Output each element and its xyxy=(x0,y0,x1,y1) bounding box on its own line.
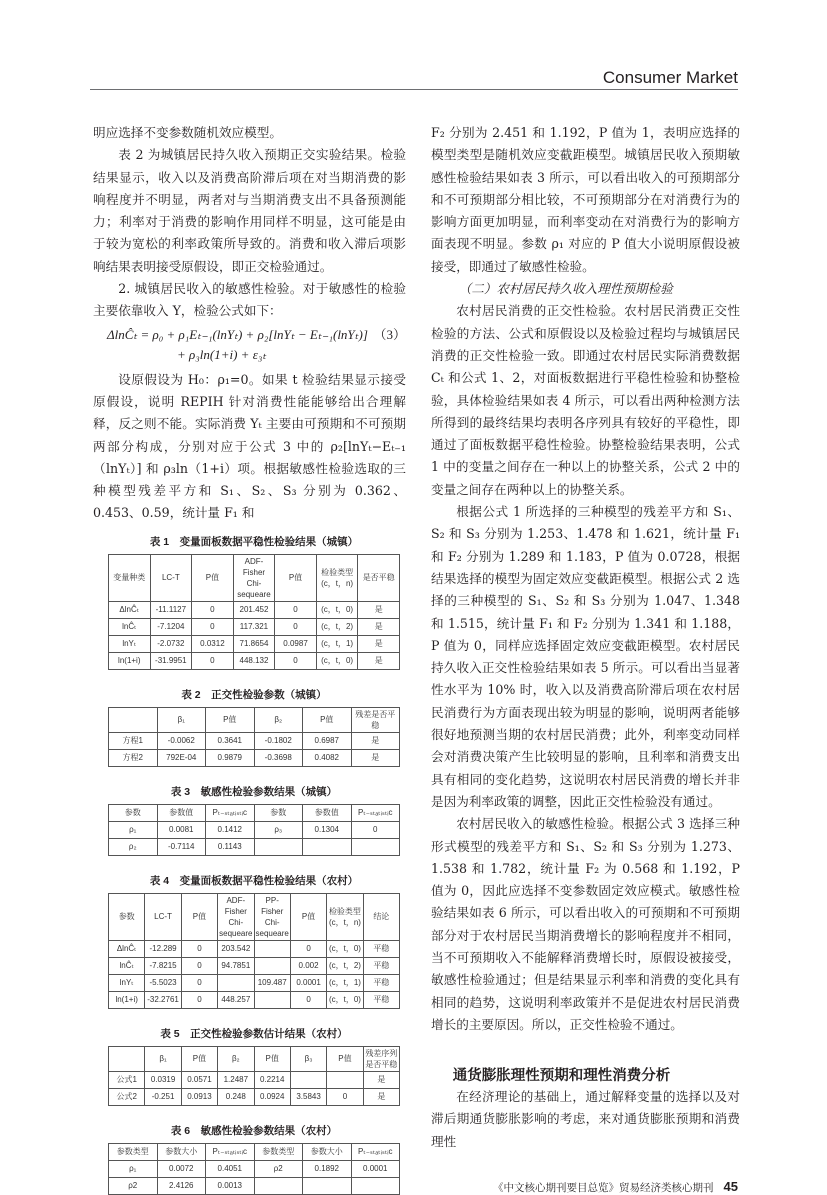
journal-footer: 《中文核心期刊要目总览》贸易经济类核心期刊 xyxy=(493,1182,714,1195)
table-cell: 0.0001 xyxy=(290,974,326,991)
table-cell: 1.2487 xyxy=(218,1071,254,1088)
table-caption: 表 6 敏感性检验参数结果（农村） xyxy=(170,1124,338,1137)
table-cell: 是 xyxy=(351,732,400,749)
table-row xyxy=(109,838,400,855)
page-number: 45 xyxy=(723,1179,738,1195)
column-header: ADF-Fisher Chi-sequeare xyxy=(233,554,275,601)
column-header: β₂ xyxy=(254,707,303,732)
equation-3 xyxy=(93,325,406,365)
paragraph: 农村居民消费的正交性检验。农村居民消费正交性检验的方法、公式和原假设以及检验过程均与城镇居民消费的正交性检验一致。即通过农村居民实际消费数据 Cₜ 和公式 1、2，对面板数据进行平稳性检验和协整检验，具体检验结果如表 4 所示，可以看出两种检测方法所得到的最终结果均表明各序列具有较好的平稳性，即通过了面板数据平稳性检验。协整检验结果表明，公式 1 中的变量之间存在一种以上的协整关系，公式 2 中的变量之间存在两种以上的协整关系。 xyxy=(431,303,740,497)
table-cell: 公式2 xyxy=(109,1088,145,1105)
table-row xyxy=(109,957,400,974)
table-cell: 0.1304 xyxy=(303,821,352,838)
table-cell: (c，t，1) xyxy=(327,974,363,991)
column-header: LC-T xyxy=(145,893,181,940)
table-row xyxy=(109,732,400,749)
table-cell: 平稳 xyxy=(363,991,399,1008)
equation-number: （3） xyxy=(373,326,406,342)
table-cell: -0.251 xyxy=(145,1088,181,1105)
column-header: Pₜ₋ₛₜₐₜᵢₛₜᵢc xyxy=(206,804,255,821)
table-cell xyxy=(218,974,254,991)
column-header: 检验类型 (c，t，n) xyxy=(327,893,363,940)
table-cell: 是 xyxy=(363,1088,399,1105)
table-cell: 0 xyxy=(192,601,234,618)
table-cell: 是 xyxy=(358,618,400,635)
table-cell: 0.0013 xyxy=(206,1177,255,1194)
table-row xyxy=(109,821,400,838)
table-cell: ln(1+i) xyxy=(109,991,145,1008)
column-header: P值 xyxy=(254,1046,290,1071)
table-cell: 0 xyxy=(275,618,317,635)
table-cell: 0.6987 xyxy=(303,732,352,749)
table-cell: 0.1892 xyxy=(303,1160,352,1177)
table-cell: lnĈₜ xyxy=(109,957,145,974)
table-cell: 平稳 xyxy=(363,957,399,974)
table-cell: 0.0001 xyxy=(351,1160,400,1177)
column-header: LC-T xyxy=(150,554,192,601)
column-header: 参数 xyxy=(109,804,158,821)
table-cell xyxy=(254,940,290,957)
column-header: P值 xyxy=(275,554,317,601)
table-cell: 0.0924 xyxy=(254,1088,290,1105)
table-row xyxy=(109,974,400,991)
table-cell: 0 xyxy=(192,652,234,669)
table-cell: 方程1 xyxy=(109,732,158,749)
column-header: 参数 xyxy=(254,804,303,821)
table-cell: 0.0081 xyxy=(157,821,206,838)
column-header: 是否平稳 xyxy=(358,554,400,601)
table-cell: 0.0913 xyxy=(181,1088,217,1105)
column-header: P值 xyxy=(206,707,255,732)
table-cell: 0.002 xyxy=(290,957,326,974)
equation-line: ΔlnĈₜ = ρ₀ + ρ₁Eₜ₋₁(lnYₜ) + ρ₂[lnYₜ − Eₜ₋₁(lnYₜ)] xyxy=(107,326,368,342)
column-header: Pₜ₋ₛₜₐₜᵢₛₜᵢc xyxy=(351,1143,400,1160)
table-cell: 792E-04 xyxy=(157,749,206,766)
data-table xyxy=(108,1143,400,1195)
tables-area xyxy=(108,535,400,1195)
table-row xyxy=(109,749,400,766)
table-cell xyxy=(327,1071,363,1088)
table-cell xyxy=(303,838,352,855)
table-cell: (c，t，0) xyxy=(327,991,363,1008)
table-cell: -0.0062 xyxy=(157,732,206,749)
table-cell: -0.1802 xyxy=(254,732,303,749)
table-cell: (c，t，1) xyxy=(316,635,358,652)
data-table xyxy=(108,1046,400,1106)
table-cell: (c，t，2) xyxy=(316,618,358,635)
table-cell: 0.1412 xyxy=(206,821,255,838)
column-header: PP-Fisher Chi-sequeare xyxy=(254,893,290,940)
table-row xyxy=(109,601,400,618)
table-header-row xyxy=(109,554,400,601)
table-row xyxy=(109,652,400,669)
column-header: 参数 xyxy=(109,893,145,940)
table-cell: -11.1127 xyxy=(150,601,192,618)
table-cell: 94.7851 xyxy=(218,957,254,974)
table-cell: -7.8215 xyxy=(145,957,181,974)
table-cell: 0 xyxy=(275,601,317,618)
left-column xyxy=(93,122,406,1195)
data-table xyxy=(108,893,400,1009)
table-cell: 0.9879 xyxy=(206,749,255,766)
table-cell: 0.2214 xyxy=(254,1071,290,1088)
page-footer xyxy=(431,1179,740,1195)
table-cell: (c，t，0) xyxy=(327,940,363,957)
table-cell: ΔlnĈₜ xyxy=(109,601,151,618)
column-header: P值 xyxy=(181,893,217,940)
table-row xyxy=(109,1071,400,1088)
table-caption: 表 1 变量面板数据平稳性检验结果（城镇） xyxy=(149,535,359,548)
paragraph: 在经济理论的基础上，通过解释变量的选择以及对滞后期通货膨胀影响的考虑，来对通货膨胀预期和消费理性 xyxy=(431,1089,740,1149)
table-cell: 平稳 xyxy=(363,974,399,991)
paragraph: 明应选择不变参数随机效应模型。 xyxy=(93,125,282,140)
column-header: 残差是否平稳 xyxy=(351,707,400,732)
column-header: β₃ xyxy=(290,1046,326,1071)
column-header: ADF-Fisher Chi-sequeare xyxy=(218,893,254,940)
table-cell: ρ2 xyxy=(254,1160,303,1177)
table-cell xyxy=(254,1177,303,1194)
table-cell: 117.321 xyxy=(233,618,275,635)
table-header-row xyxy=(109,804,400,821)
table-cell: 0 xyxy=(290,940,326,957)
column-header: 参数值 xyxy=(303,804,352,821)
table-cell: (c，t，0) xyxy=(316,601,358,618)
table-cell: 0 xyxy=(181,940,217,957)
column-header xyxy=(109,1046,145,1071)
table-cell: 0 xyxy=(290,991,326,1008)
table-cell: ρ₃ xyxy=(254,821,303,838)
column-header: 结论 xyxy=(363,893,399,940)
table-cell xyxy=(290,1071,326,1088)
subsection-heading: （二）农村居民持久收入理性预期检验 xyxy=(458,281,673,297)
column-header: P值 xyxy=(181,1046,217,1071)
column-header: 残差序列是否平稳 xyxy=(363,1046,399,1071)
table-cell: 3.5843 xyxy=(290,1088,326,1105)
table-cell: 201.452 xyxy=(233,601,275,618)
column-header xyxy=(109,707,158,732)
table-cell: 0 xyxy=(327,1088,363,1105)
table-cell: -0.7114 xyxy=(157,838,206,855)
table-cell: lnYₜ xyxy=(109,635,151,652)
table-caption: 表 5 正交性检验参数估计结果（农村） xyxy=(160,1027,348,1040)
table-cell: 0.3641 xyxy=(206,732,255,749)
table-cell: ρ₁ xyxy=(109,1160,158,1177)
table-cell: 0.4082 xyxy=(303,749,352,766)
paragraph: 根据公式 1 所选择的三种模型的残差平方和 S₁、S₂ 和 S₃ 分别为 1.253、1.478 和 1.621，统计量 F₁ 和 F₂ 分别为 1.289 和 1.183，P 值为 0.0728，根据结果选择的模型为固定效应变截距模型。根据公式 2 选择的三种模型的 S₁、S₂ 和 S₃ 分别为 1.047、1.348 和 1.515，统计量 F₁ 和 F₂ 分别为 1.341 和 1.188，P 值为 0，同样应选择固定效应变截距模型。农村居民持久收入正交性检验结果如表 5 所示。可以看出当显著性水平为 10% 时，收入以及消费高阶滞后项在农村居民消费行为方面表现出较为明显的影响，说明两者能够很好地预测当期的农村居民消费；此外，利率变动同样会对消费决策产生比较明显的影响，且利率和消费支出具有相同的变化趋势，这说明农村居民消费的增长并非是因为利率政策的调整，因此正交性检验没有通过。 xyxy=(431,504,740,809)
table-cell: 0 xyxy=(192,618,234,635)
table-cell: ΔlnĈₜ xyxy=(109,940,145,957)
table-header-row xyxy=(109,893,400,940)
table-cell xyxy=(254,991,290,1008)
table-cell xyxy=(303,1177,352,1194)
table-cell: 71.8654 xyxy=(233,635,275,652)
paragraph: 农村居民收入的敏感性检验。根据公式 3 选择三种形式模型的残差平方和 S₁、S₂ 和 S₃ 分别为 1.273、1.538 和 1.782，统计量 F₂ 为 0.568 和 1.192，P 值为 0，因此应选择不变参数固定效应模式。敏感性检验结果如表 6 所示，可以看出收入的可预期和不可预期部分对于农村居民当期消费增长的影响程度并不相同，当不可预期收入不能解释消费增长时，原假设被接受，敏感性检验通过；但是结果显示利率和消费的变化具有相同的趋势，这说明利率政策并不是促进农村居民消费增长的主要原因。所以，正交性检验不通过。 xyxy=(431,816,740,1032)
section-title: Consumer Market xyxy=(602,68,738,87)
table-cell: 109.487 xyxy=(254,974,290,991)
table-caption: 表 3 敏感性检验参数结果（城镇） xyxy=(170,785,338,798)
table-cell: 0.248 xyxy=(218,1088,254,1105)
table-cell: 0.0072 xyxy=(157,1160,206,1177)
table-cell: 203.542 xyxy=(218,940,254,957)
table-cell xyxy=(254,957,290,974)
table-row xyxy=(109,1088,400,1105)
table-cell: 公式1 xyxy=(109,1071,145,1088)
table-cell: -7.1204 xyxy=(150,618,192,635)
table-caption: 表 2 正交性检验参数（城镇） xyxy=(181,688,327,701)
paragraph: 设原假设为 H₀：ρ₁=0。如果 t 检验结果显示接受原假设，说明 REPIH 针对消费性能能够给出合理解释，反之则不能。实际消费 Yₜ 主要由可预期和不可预期两部分构成，分别对应于公式 3 中的 ρ₂[lnYₜ−Eₜ₋₁（lnYₜ）] 和 ρ₃ln（1+i）项。根据敏感性检验选取的三种模型残差平方和 S₁、S₂、S₃ 分别为 0.362、0.453、0.59，统计量 F₁ 和 xyxy=(93,371,406,521)
table-cell: 是 xyxy=(363,1071,399,1088)
data-table xyxy=(108,804,400,856)
data-table xyxy=(108,554,400,670)
column-header: P值 xyxy=(192,554,234,601)
table-cell: 0.0987 xyxy=(275,635,317,652)
table-cell: 0.1143 xyxy=(206,838,255,855)
column-header: 变量种类 xyxy=(109,554,151,601)
table-cell xyxy=(254,838,303,855)
section-heading: 通货膨胀理性预期和理性消费分析 xyxy=(452,1068,671,1085)
table-cell: -5.5023 xyxy=(145,974,181,991)
table-cell: ρ2 xyxy=(109,1177,158,1194)
table-header-row xyxy=(109,1046,400,1071)
table-row xyxy=(109,940,400,957)
table-row xyxy=(109,991,400,1008)
table-header-row xyxy=(109,1143,400,1160)
right-column xyxy=(431,122,740,1195)
table-row xyxy=(109,1160,400,1177)
table-cell: 方程2 xyxy=(109,749,158,766)
column-header: P值 xyxy=(303,707,352,732)
table-cell: 448.257 xyxy=(218,991,254,1008)
table-cell xyxy=(351,1177,400,1194)
table-cell: -12.289 xyxy=(145,940,181,957)
table-caption: 表 4 变量面板数据平稳性检验结果（农村） xyxy=(149,874,359,887)
table-row xyxy=(109,635,400,652)
table-cell: 448.132 xyxy=(233,652,275,669)
table-cell: 0 xyxy=(351,821,400,838)
table-cell: 0 xyxy=(181,974,217,991)
column-header: 参数大小 xyxy=(157,1143,206,1160)
column-header: β₁ xyxy=(145,1046,181,1071)
table-cell: ln(1+i) xyxy=(109,652,151,669)
table-cell: 0.0319 xyxy=(145,1071,181,1088)
column-header: 参数类型 xyxy=(109,1143,158,1160)
column-header: β₁ xyxy=(157,707,206,732)
column-header: P值 xyxy=(290,893,326,940)
paragraph: 表 2 为城镇居民持久收入预期正交实验结果。检验结果显示，收入以及消费高阶滞后项在对当期消费的影响程度并不明显，两者对与当期消费支出不具备预测能力；利率对于消费的影响作用同样不明显，这可能是由于较为宽松的利率政策所导致的。消费和收入滞后项影响结果表明接受原假设，即正交检验通过。 xyxy=(93,147,406,274)
paragraph: 2. 城镇居民收入的敏感性检验。对于敏感性的检验主要依靠收入 Y，检验公式如下： xyxy=(93,281,406,319)
table-cell: ρ₂ xyxy=(109,838,158,855)
table-cell: -2.0732 xyxy=(150,635,192,652)
table-cell: 是 xyxy=(358,635,400,652)
table-cell: lnYₜ xyxy=(109,974,145,991)
column-header: Pₜ₋ₛₜₐₜᵢₛₜᵢc xyxy=(351,804,400,821)
table-cell: 2.4126 xyxy=(157,1177,206,1194)
table-cell: lnĈₜ xyxy=(109,618,151,635)
table-cell: -32.2761 xyxy=(145,991,181,1008)
table-cell: (c，t，2) xyxy=(327,957,363,974)
table-header-row xyxy=(109,707,400,732)
running-header xyxy=(90,68,738,90)
table-cell: 0 xyxy=(181,991,217,1008)
table-cell: 是 xyxy=(358,652,400,669)
data-table xyxy=(108,707,400,767)
table-cell: 是 xyxy=(358,601,400,618)
paragraph: F₂ 分别为 2.451 和 1.192，P 值为 1，表明应选择的模型类型是随机效应变截距模型。城镇居民收入预期敏感性检验结果如表 3 所示，可以看出收入的可预期部分和不可预期部分相比较，不可预期部分在对消费行为的影响方面更加明显，而利率变动在对消费行为的影响方面表现不明显。参数 ρ₁ 对应的 P 值大小说明原假设被接受，即通过了敏感性检验。 xyxy=(431,125,740,274)
table-row xyxy=(109,618,400,635)
column-header: P值 xyxy=(327,1046,363,1071)
table-cell: 0 xyxy=(181,957,217,974)
column-header: β₂ xyxy=(218,1046,254,1071)
table-cell: 是 xyxy=(351,749,400,766)
table-cell: -0.3698 xyxy=(254,749,303,766)
table-cell: 0.0571 xyxy=(181,1071,217,1088)
table-cell: 0.0312 xyxy=(192,635,234,652)
table-cell xyxy=(351,838,400,855)
table-cell: -31.9951 xyxy=(150,652,192,669)
table-cell: (c，t，0) xyxy=(316,652,358,669)
column-header: 参数类型 xyxy=(254,1143,303,1160)
table-cell: 平稳 xyxy=(363,940,399,957)
table-row xyxy=(109,1177,400,1194)
column-header: Pₜ₋ₛₜₐₜᵢₛₜᵢc xyxy=(206,1143,255,1160)
column-header: 参数大小 xyxy=(303,1143,352,1160)
column-header: 参数值 xyxy=(157,804,206,821)
table-cell: ρ₁ xyxy=(109,821,158,838)
column-header: 检验类型 (c，t，n) xyxy=(316,554,358,601)
equation-line: + ρ₃ln(1+i) + ε₃ₜ xyxy=(177,346,267,362)
table-cell: 0 xyxy=(275,652,317,669)
table-cell: 0.4051 xyxy=(206,1160,255,1177)
